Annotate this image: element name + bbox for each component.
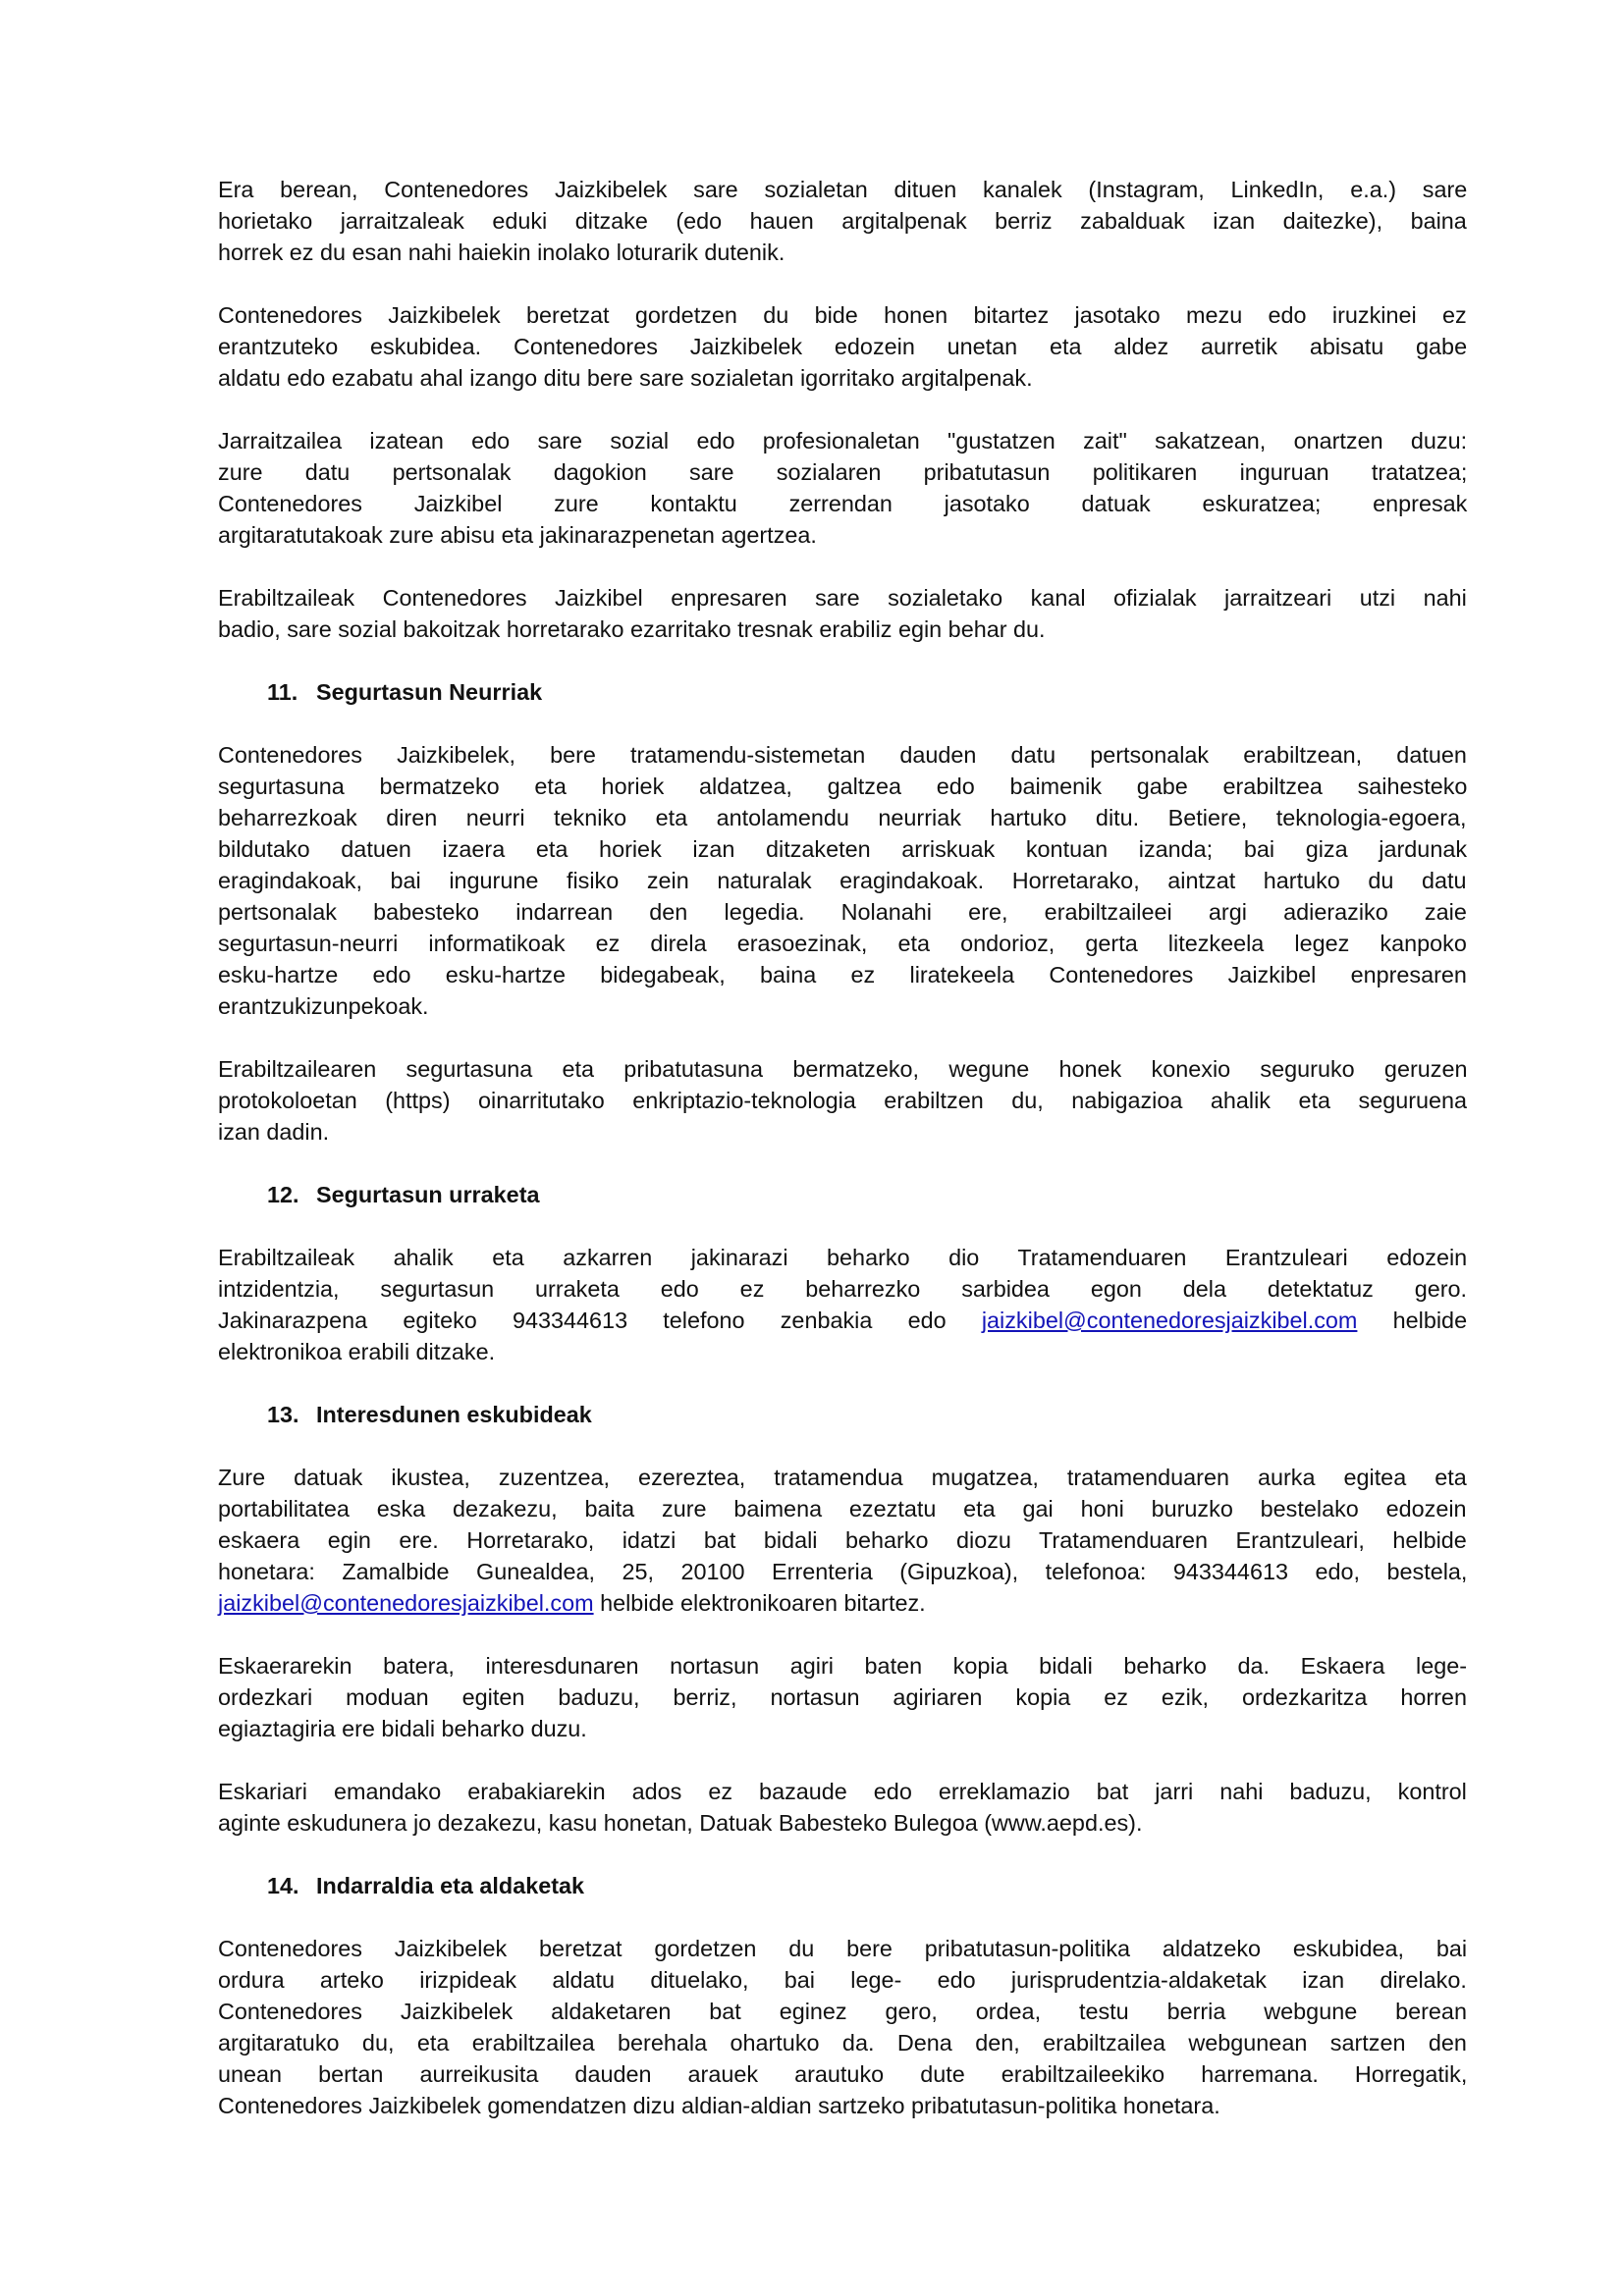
- paragraph-id-copy: [218, 1650, 1467, 1744]
- text-line: Erabiltzailearen segurtasuna eta pribatutasuna bermatzeko, wegune honek konexio seguruko geruzen: [218, 1056, 1468, 1082]
- text-line: beharrezkoak diren neurri tekniko eta antolamendu neurriak hartuko ditu. Betiere, teknologia-egoera,: [218, 805, 1467, 830]
- text-line: Eskaerarekin batera, interesdunaren nortasun agiri baten kopia bidali beharko da. Eskaera lege-: [218, 1653, 1468, 1679]
- paragraph-reserve-right: [218, 299, 1467, 394]
- paragraph-follower-consent: [218, 425, 1467, 551]
- text-line: aginte eskudunera jo dezakezu, kasu honetan, Datuak Babesteko Bulegoa (www.aepd.es).: [218, 1810, 1143, 1836]
- text-line: Contenedores Jaizkibelek beretzat gordetzen du bide honen bitartez jasotako mezu edo iruzkinei ez: [218, 302, 1467, 328]
- text-line: Contenedores Jaizkibel zure kontaktu zerrendan jasotako datuak eskuratzea; enpresak: [218, 491, 1468, 516]
- text-line: protokoloetan (https) oinarritutako enkriptazio-teknologia erabiltzen du, nabigazioa ahalik eta seguruena: [218, 1088, 1468, 1113]
- text-line: ordezkari moduan egiten baduzu, berriz, nortasun agiriaren kopia ez ezik, ordezkaritza horren: [218, 1684, 1467, 1710]
- text-line: Contenedores Jaizkibelek gomendatzen dizu aldian-aldian sartzeko pribatutasun-politika honetara.: [218, 2093, 1220, 2118]
- text-span: helbide: [1357, 1308, 1468, 1333]
- text-line: horietako jarraitzaleak eduki ditzake (edo hauen argitalpenak berriz zabalduak izan daitezke), baina: [218, 208, 1467, 234]
- text-line: intzidentzia, segurtasun urraketa edo ez beharrezko sarbidea egon dela detektatuz gero.: [218, 1276, 1468, 1302]
- section-number: 11.: [267, 679, 298, 705]
- section-title: Interesdunen eskubideak: [316, 1402, 592, 1427]
- section-heading-14: [218, 1870, 1467, 1901]
- text-span: Jakinarazpena egiteko 943344613 telefono zenbakia edo: [218, 1308, 982, 1333]
- text-line: erantzuteko eskubidea. Contenedores Jaizkibelek edozein unetan eta aldez aurretik abisatu gabe: [218, 334, 1468, 359]
- text-line: pertsonalak babesteko indarrean den legedia. Nolanahi ere, erabiltzaileei argi adieraziko zaie: [218, 899, 1467, 925]
- email-link[interactable]: jaizkibel@contenedoresjaizkibel.com: [218, 1590, 594, 1616]
- section-heading-12: [218, 1179, 1467, 1210]
- paragraph-https: [218, 1053, 1467, 1148]
- text-span: helbide elektronikoaren bitartez.: [593, 1590, 926, 1616]
- section-number: 12.: [267, 1182, 299, 1207]
- paragraph-unfollow: [218, 582, 1467, 645]
- text-line: egiaztagiria ere bidali beharko duzu.: [218, 1716, 587, 1741]
- text-line: Contenedores Jaizkibelek, bere tratamendu-sistemetan dauden datu pertsonalak erabiltzean, datuen: [218, 742, 1467, 768]
- section-title: Segurtasun urraketa: [316, 1182, 540, 1207]
- text-line: [218, 1305, 1467, 1336]
- text-line: honetara: Zamalbide Gunealdea, 25, 20100 Errenteria (Gipuzkoa), telefonoa: 943344613 edo, bestela,: [218, 1559, 1468, 1584]
- text-line: Era berean, Contenedores Jaizkibelek sare sozialetan dituen kanalek (Instagram, LinkedIn, e.a.) sare: [218, 177, 1468, 202]
- text-line: Contenedores Jaizkibelek aldaketaren bat eginez gero, ordea, testu berria webgune berean: [218, 1999, 1467, 2024]
- paragraph-validity-changes: [218, 1933, 1467, 2121]
- text-line: esku-hartze edo esku-hartze bidegabeak, baina ez liratekeela Contenedores Jaizkibel enpresaren: [218, 962, 1467, 988]
- text-line: ordura arteko irizpideak aldatu dituelako, bai lege- edo jurisprudentzia-aldaketak izan direlako.: [218, 1967, 1467, 1993]
- text-line: Erabiltzaileak ahalik eta azkarren jakinarazi beharko dio Tratamenduaren Erantzuleari edozein: [218, 1245, 1468, 1270]
- section-title: Indarraldia eta aldaketak: [316, 1873, 585, 1898]
- text-line: zure datu pertsonalak dagokion sare sozialaren pribatutasun politikaren inguruan tratatzea;: [218, 459, 1468, 485]
- text-line: badio, sare sozial bakoitzak horretarako ezarritako tresnak erabiliz egin behar du.: [218, 616, 1046, 642]
- paragraph-complaint: [218, 1776, 1467, 1839]
- paragraph-social-channels: [218, 174, 1467, 268]
- text-line: aldatu edo ezabatu ahal izango ditu bere sare sozialetan igorritako argitalpenak.: [218, 365, 1033, 391]
- text-line: erantzukizunpekoak.: [218, 993, 429, 1019]
- document-body: [218, 174, 1467, 2153]
- text-line: eskaera egin ere. Horretarako, idatzi bat bidali beharko diozu Tratamenduaren Erantzuleari, helbide: [218, 1527, 1467, 1553]
- email-link[interactable]: jaizkibel@contenedoresjaizkibel.com: [981, 1308, 1358, 1333]
- text-line: horrek ez du esan nahi haiekin inolako loturarik dutenik.: [218, 240, 785, 265]
- section-number: 14.: [267, 1873, 299, 1898]
- section-heading-11: [218, 676, 1467, 708]
- text-line: Erabiltzaileak Contenedores Jaizkibel enpresaren sare sozialetako kanal ofizialak jarraitzeari utzi nahi: [218, 585, 1467, 611]
- text-line: Contenedores Jaizkibelek beretzat gordetzen du bere pribatutasun-politika aldatzeko eskubidea, bai: [218, 1936, 1468, 1961]
- section-heading-13: [218, 1399, 1467, 1430]
- text-line: unean bertan aurreikusita dauden arauek arautuko dute erabiltzaileekiko harremana. Horregatik,: [218, 2061, 1468, 2087]
- text-line: Jarraitzailea izatean edo sare sozial edo profesionaletan "gustatzen zait" sakatzean, onartzen duzu:: [218, 428, 1468, 454]
- text-line: portabilitatea eska dezakezu, baita zure baimena ezeztatu eta gai honi buruzko bestelako edozein: [218, 1496, 1467, 1522]
- text-line: Eskariari emandako erabakiarekin ados ez bazaude edo erreklamazio bat jarri nahi baduzu, kontrol: [218, 1779, 1467, 1804]
- text-line: eragindakoak, bai ingurune fisiko zein naturalak eragindakoak. Horretarako, aintzat hartuko du datu: [218, 868, 1467, 893]
- paragraph-rights: [218, 1462, 1467, 1619]
- section-number: 13.: [267, 1402, 299, 1427]
- text-line: argitaratutakoak zure abisu eta jakinarazpenetan agertzea.: [218, 522, 817, 548]
- paragraph-security-measures: [218, 739, 1467, 1022]
- text-line: izan dadin.: [218, 1119, 330, 1145]
- text-line: Zure datuak ikustea, zuzentzea, ezereztea, tratamendua mugatzea, tratamenduaren aurka egitea eta: [218, 1465, 1467, 1490]
- text-line: segurtasun-neurri informatikoak ez direla erasoezinak, eta ondorioz, gerta litezkeela legez kanpoko: [218, 931, 1467, 956]
- text-line: bildutako datuen izaera eta horiek izan ditzaketen arriskuak kontuan izanda; bai giza jardunak: [218, 836, 1468, 862]
- section-title: Segurtasun Neurriak: [316, 679, 543, 705]
- text-line: [218, 1587, 1467, 1619]
- text-line: argitaratuko du, eta erabiltzailea berehala ohartuko da. Dena den, erabiltzailea webgunean sartzen den: [218, 2030, 1467, 2056]
- text-line: elektronikoa erabili ditzake.: [218, 1339, 496, 1364]
- text-line: segurtasuna bermatzeko eta horiek aldatzea, galtzea edo baimenik gabe erabiltzea saihesteko: [218, 774, 1468, 799]
- paragraph-security-breach: [218, 1242, 1467, 1367]
